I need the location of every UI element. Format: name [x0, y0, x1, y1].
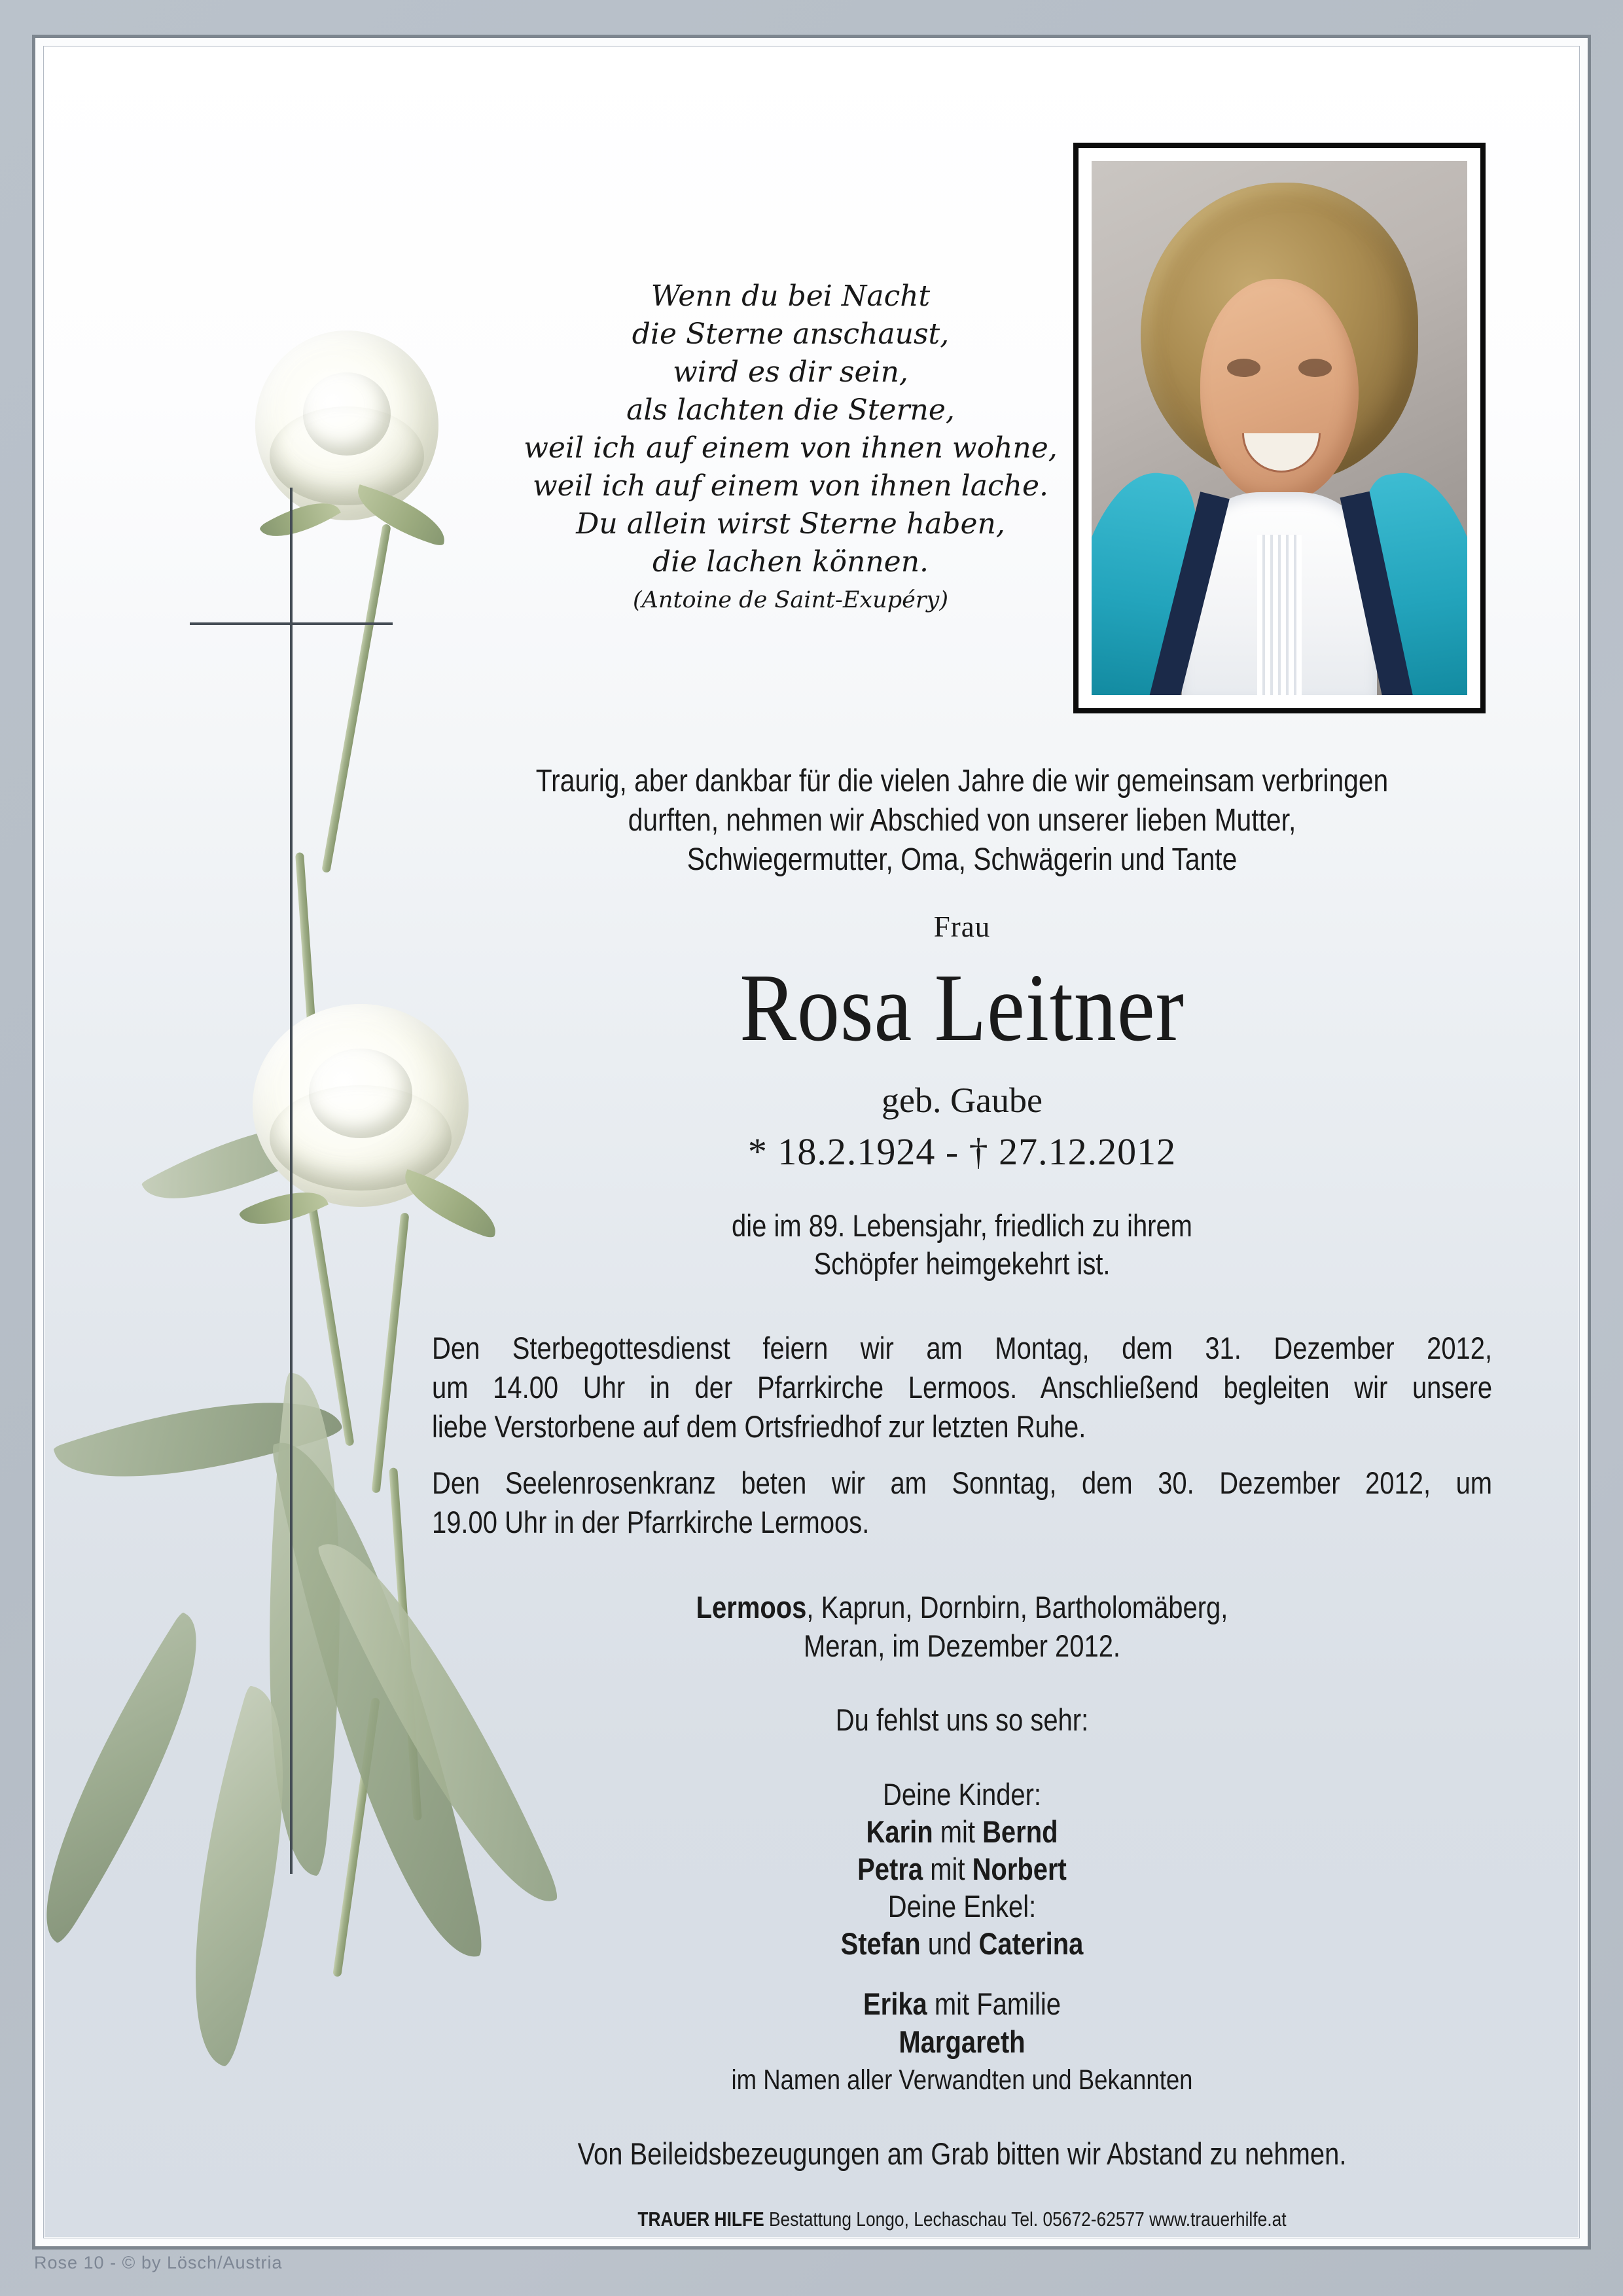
- rosary-line: Den Seelenrosenkranz beten wir am Sonntag, dem 30. Dezember 2012, um: [432, 1465, 1493, 1500]
- family-name: Caterina: [978, 1926, 1084, 1961]
- family-name: Margareth: [899, 2024, 1026, 2059]
- print-credit: Rose 10 - © by Lösch/Austria: [34, 2253, 283, 2272]
- poem-line: weil ich auf einem von ihnen wohne,: [524, 431, 1058, 465]
- places-row: [512, 1588, 1413, 1626]
- passing-text: [432, 1207, 1492, 1283]
- rose-stem: [321, 524, 391, 873]
- rosary-paragraph: [432, 1463, 1492, 1542]
- family-list: [432, 1776, 1492, 1962]
- cross-icon: [190, 622, 393, 625]
- poem-line: die Sterne anschaust,: [632, 317, 950, 351]
- maiden-name: geb. Gaube: [882, 1081, 1043, 1120]
- portrait-of-deceased: [1092, 161, 1467, 695]
- poem-line: die lachen können.: [652, 545, 929, 579]
- family-row: [512, 1985, 1413, 2023]
- portrait-blouse-ruffle: [1257, 535, 1302, 695]
- funeral-line: Den Sterbegottesdienst feiern wir am Montag, dem 31. Dezember 2012,: [432, 1331, 1493, 1365]
- condolence-note: Von Beileidsbezeugungen am Grab bitten wir Abstand zu nehmen.: [577, 2136, 1347, 2171]
- salutation: Frau: [933, 910, 991, 943]
- intro-line: Schwiegermutter, Oma, Schwägerin und Tante: [687, 842, 1238, 877]
- family-name: Bernd: [982, 1814, 1058, 1849]
- funeral-home-info: Bestattung Longo, Lechaschau Tel. 05672-62577 www.trauerhilfe.at: [764, 2208, 1287, 2231]
- funeral-home-footer: [432, 2208, 1492, 2231]
- memorial-poem: [496, 278, 1085, 619]
- card-content-area: [45, 47, 1578, 2237]
- family-name: Stefan: [840, 1926, 921, 1961]
- missing-you-line: Du fehlst uns so sehr:: [835, 1702, 1089, 1737]
- rose-bud-upper: [255, 331, 438, 520]
- rosary-line: 19.00 Uhr in der Pfarrkirche Lermoos.: [432, 1505, 870, 1539]
- family-row: [512, 1925, 1413, 1962]
- intro-line: durften, nehmen wir Abschied von unserer lieben Mutter,: [628, 803, 1296, 838]
- family-name: Erika: [863, 1986, 927, 2021]
- family-name: Karin: [866, 1814, 933, 1849]
- poem-line: wird es dir sein,: [673, 355, 908, 389]
- funeral-line: liebe Verstorbene auf dem Ortsfriedhof zur letzten Ruhe.: [432, 1409, 1086, 1444]
- cross-icon: [290, 488, 293, 1874]
- rose-stem: [372, 1212, 410, 1493]
- birth-death-dates: * 18.2.1924 - † 27.12.2012: [747, 1130, 1177, 1173]
- funeral-line: um 14.00 Uhr in der Pfarrkirche Lermoos. Anschließend begleiten wir unsere: [432, 1370, 1493, 1405]
- family-name: Petra: [857, 1852, 923, 1886]
- intro-line: Traurig, aber dankbar für die vielen Jahre die wir gemeinsam verbringen: [535, 764, 1389, 798]
- relatives-line: im Namen aller Verwandten und Bekannten: [731, 2064, 1193, 2096]
- family-connector: mit: [923, 1852, 972, 1886]
- places-line: [432, 1588, 1492, 1665]
- poem-attribution: (Antoine de Saint-Exupéry): [632, 587, 948, 613]
- extended-family-list: [432, 1985, 1492, 2099]
- funeral-service-paragraph: [432, 1329, 1492, 1446]
- poem-line: Wenn du bei Nacht: [651, 279, 931, 313]
- family-name: Norbert: [972, 1852, 1067, 1886]
- grandchildren-label: Deine Enkel:: [887, 1889, 1037, 1924]
- family-connector: mit Familie: [927, 1986, 1061, 2021]
- poem-line: weil ich auf einem von ihnen lache.: [532, 469, 1048, 503]
- rose-petal-detail: [270, 406, 423, 505]
- family-row: [512, 1813, 1413, 1850]
- passing-line: Schöpfer heimgekehrt ist.: [813, 1246, 1111, 1281]
- poem-line: als lachten die Sterne,: [626, 393, 955, 427]
- introduction-text: [432, 762, 1492, 880]
- funeral-home-brand: TRAUER HILFE: [637, 2208, 764, 2231]
- deceased-name: Rosa Leitner: [740, 954, 1185, 1062]
- passing-line: die im 89. Lebensjahr, friedlich zu ihrem: [732, 1208, 1192, 1243]
- family-connector: mit: [933, 1814, 983, 1849]
- places-rest: , Kaprun, Dornbirn, Bartholomäberg,: [806, 1590, 1228, 1624]
- memorial-photo: [1073, 143, 1486, 713]
- family-row: [512, 1850, 1413, 1888]
- family-connector: und: [920, 1926, 979, 1961]
- poem-line: Du allein wirst Sterne haben,: [576, 507, 1005, 541]
- children-label: Deine Kinder:: [882, 1777, 1042, 1812]
- place-lermoos: Lermoos: [696, 1590, 807, 1624]
- places-row: Meran, im Dezember 2012.: [803, 1628, 1121, 1663]
